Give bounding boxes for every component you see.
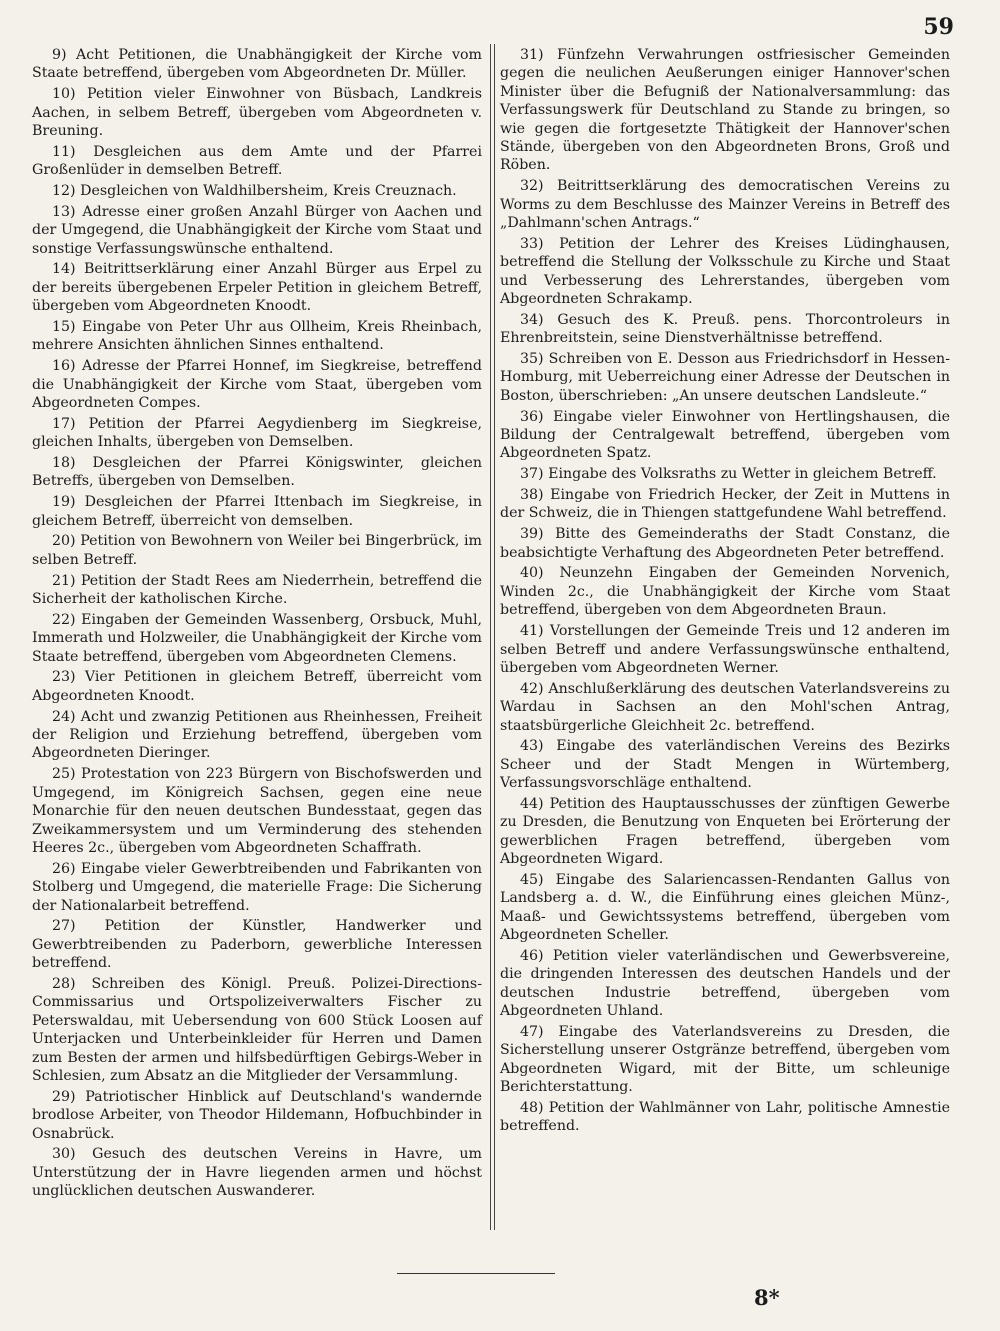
list-item: 34) Gesuch des K. Preuß. pens. Thorcontroleurs in Ehrenbreitstein, seine Dienstverhältnisse betreffend. [500, 311, 950, 347]
footer-rule [397, 1273, 555, 1274]
list-item: 48) Petition der Wahlmänner von Lahr, politische Amnestie betreffend. [500, 1099, 950, 1135]
list-item: 18) Desgleichen der Pfarrei Königswinter, gleichen Betreffs, übergeben von Demselben. [32, 455, 482, 490]
list-item: 9) Acht Petitionen, die Unabhängigkeit der Kirche vom Staate betreffend, übergeben vom Abgeordneten Dr. Müller. [32, 47, 482, 82]
list-item: 33) Petition der Lehrer des Kreises Lüdinghausen, betreffend die Stellung der Volksschule zu Kirche und Staat und Verbesserung des Lehrerstandes, übergeben vom Abgeordneten Schrakamp. [500, 235, 950, 308]
list-item: 29) Patriotischer Hinblick auf Deutschland's wandernde brodlose Arbeiter, von Theodor Hildemann, Hofbuchbinder in Osnabrück. [32, 1088, 482, 1142]
list-item: 41) Vorstellungen der Gemeinde Treis und 12 anderen im selben Betreff und andere Verfassungswünsche enthaltend, übergeben vom Abgeordneten Werner. [500, 623, 950, 676]
list-item: 23) Vier Petitionen in gleichem Betreff, überreicht vom Abgeordneten Knoodt. [32, 669, 482, 704]
list-item: 46) Petition vieler vaterländischen und Gewerbsvereine, die dringenden Interessen des deutschen Handels und der deutschen Industrie betreffend, übergeben vom Abgeordneten Uhland. [500, 947, 950, 1020]
list-item: 24) Acht und zwanzig Petitionen aus Rheinhessen, Freiheit der Religion und Erziehung betreffend, übergeben vom Abgeordneten Dieringer. [32, 708, 482, 762]
list-item: 42) Anschlußerklärung des deutschen Vaterlandsvereins zu Wardau in Sachsen an den Mohl'schen Antrag, staatsbürgerliche Gleichheit 2c. betreffend. [500, 680, 950, 734]
list-item: 17) Petition der Pfarrei Aegydienberg im Siegkreise, gleichen Inhalts, übergeben von Demselben. [32, 415, 482, 451]
list-item: 44) Petition des Hauptausschusses der zünftigen Gewerbe zu Dresden, die Benutzung von Enqueten bei Erörterung der gewerblichen Fragen betreffend, übergeben vom Abgeordneten Wigard. [500, 795, 950, 868]
list-item: 32) Beitrittserklärung des democratischen Vereins zu Worms zu dem Beschlusse des Mainzer Vereins in Betreff des „Dahlmann'schen Antrags.“ [500, 178, 950, 232]
list-item: 36) Eingabe vieler Einwohner von Hertlingshausen, die Bildung der Centralgewalt betreffend, übergeben vom Abgeordneten Spatz. [500, 408, 950, 462]
list-item: 26) Eingabe vieler Gewerbtreibenden und Fabrikanten von Stolberg und Umgegend, die materielle Frage: Die Sicherung der Nationalarbeit betreffend. [32, 860, 482, 914]
list-item: 21) Petition der Stadt Rees am Niederrhein, betreffend die Sicherheit der katholischen Kirche. [32, 572, 482, 608]
list-item: 39) Bitte des Gemeinderaths der Stadt Constanz, die beabsichtigte Verhaftung des Abgeordneten Peter betreffend. [500, 526, 950, 561]
list-item: 12) Desgleichen von Waldhilbersheim, Kreis Creuznach. [52, 183, 457, 200]
list-item: 11) Desgleichen aus dem Amte und der Pfarrei Großenlüder in demselben Betreff. [32, 143, 482, 179]
right-column [500, 46, 950, 1138]
list-item: 38) Eingabe von Friedrich Hecker, der Zeit in Muttens in der Schweiz, die in Thiengen stattgefundene Wahl betreffend. [500, 487, 950, 522]
list-item: 19) Desgleichen der Pfarrei Ittenbach im Siegkreise, in gleichem Betreff, überreicht von demselben. [32, 494, 482, 529]
list-item: 25) Protestation von 223 Bürgern von Bischofswerden und Umgegend, im Königreich Sachsen, gegen eine neue Monarchie für den neuen deutschen Bundesstaat, gegen das Zweikammersystem und um Verminderung des stehenden Heeres 2c., übergeben vom Abgeordneten Schaffrath. [32, 766, 482, 856]
list-item: 15) Eingabe von Peter Uhr aus Ollheim, Kreis Rheinbach, mehrere Ansichten ähnlichen Sinnes enthaltend. [32, 319, 482, 354]
list-item: 28) Schreiben des Königl. Preuß. Polizei-Directions-Commissarius und Ortspolizeiverwalters Fischer zu Peterswaldau, mit Uebersendung von 600 Stück Loosen auf Unterjacken und Unterbeinkleider für Herren und Damen zum Besten der armen und hilfsbedürftigen Gebirgs-Weber in Schlesien, zum Absatz an die Mitglieder der Versammlung. [32, 975, 482, 1084]
list-item: 30) Gesuch des deutschen Vereins in Havre, um Unterstützung der in Havre liegenden armen und höchst unglücklichen deutschen Auswanderer. [32, 1146, 482, 1200]
list-item: 31) Fünfzehn Verwahrungen ostfriesischer Gemeinden gegen die neulichen Aeußerungen einiger Hannover'schen Minister über die Befugniß der Nationalversammlung: das Verfassungswerk für Deutschland zu Stande zu bringen, so wie gegen die fortgesetzte Thätigkeit der Hannover'schen Stände, übergeben von den Abgeordneten Brons, Groß und Röben. [500, 47, 950, 174]
list-item: 45) Eingabe des Salariencassen-Rendanten Gallus von Landsberg a. d. W., die Einführung eines gleichen Münz-, Maaß- und Gewichtssystems betreffend, übergeben vom Abgeordneten Scheller. [500, 871, 950, 944]
list-item: 10) Petition vieler Einwohner von Büsbach, Landkreis Aachen, in selbem Betreff, übergeben vom Abgeordneten v. Breuning. [32, 86, 482, 140]
list-item: 14) Beitrittserklärung einer Anzahl Bürger aus Erpel zu der bereits übergebenen Erpeler Petition in gleichem Betreff, übergeben vom Abgeordneten Knoodt. [32, 261, 482, 315]
list-item: 37) Eingabe des Volksraths zu Wetter in gleichem Betreff. [520, 466, 937, 483]
list-item: 35) Schreiben von E. Desson aus Friedrichsdorf in Hessen-Homburg, mit Ueberreichung einer Adresse der Deutschen in Boston, überschrieben: „An unsere deutschen Landsleute.“ [500, 351, 950, 404]
page-number: 59 [923, 14, 954, 40]
list-item: 16) Adresse der Pfarrei Honnef, im Siegkreise, betreffend die Unabhängigkeit der Kirche vom Staat, übergeben vom Abgeordneten Compes. [32, 358, 482, 412]
list-item: 43) Eingabe des vaterländischen Vereins des Bezirks Scheer und der Stadt Mengen in Würtemberg, Verfassungsvorschläge enthaltend. [500, 738, 950, 792]
column-divider [490, 44, 495, 1230]
list-item: 20) Petition von Bewohnern von Weiler bei Bingerbrück, im selben Betreff. [32, 533, 482, 568]
signature-mark: 8* [754, 1285, 780, 1310]
list-item: 22) Eingaben der Gemeinden Wassenberg, Orsbuck, Muhl, Immerath und Holzweiler, die Unabhängigkeit der Kirche vom Staate betreffend, übergeben vom Abgeordneten Clemens. [32, 611, 482, 665]
list-item: 27) Petition der Künstler, Handwerker und Gewerbtreibenden zu Paderborn, gewerbliche Interessen betreffend. [32, 918, 482, 972]
list-item: 47) Eingabe des Vaterlandsvereins zu Dresden, die Sicherstellung unserer Ostgränze betreffend, übergeben vom Abgeordneten Wigard, mit der Bitte, um schleunige Berichterstattung. [500, 1023, 950, 1096]
list-item: 40) Neunzehn Eingaben der Gemeinden Norvenich, Winden 2c., die Unabhängigkeit der Kirche vom Staat betreffend, übergeben von dem Abgeordneten Braun. [500, 565, 950, 619]
left-column [32, 46, 482, 1203]
list-item: 13) Adresse einer großen Anzahl Bürger von Aachen und der Umgegend, die Unabhängigkeit der Kirche vom Staat und sonstige Verfassungswünsche enthaltend. [32, 203, 482, 257]
